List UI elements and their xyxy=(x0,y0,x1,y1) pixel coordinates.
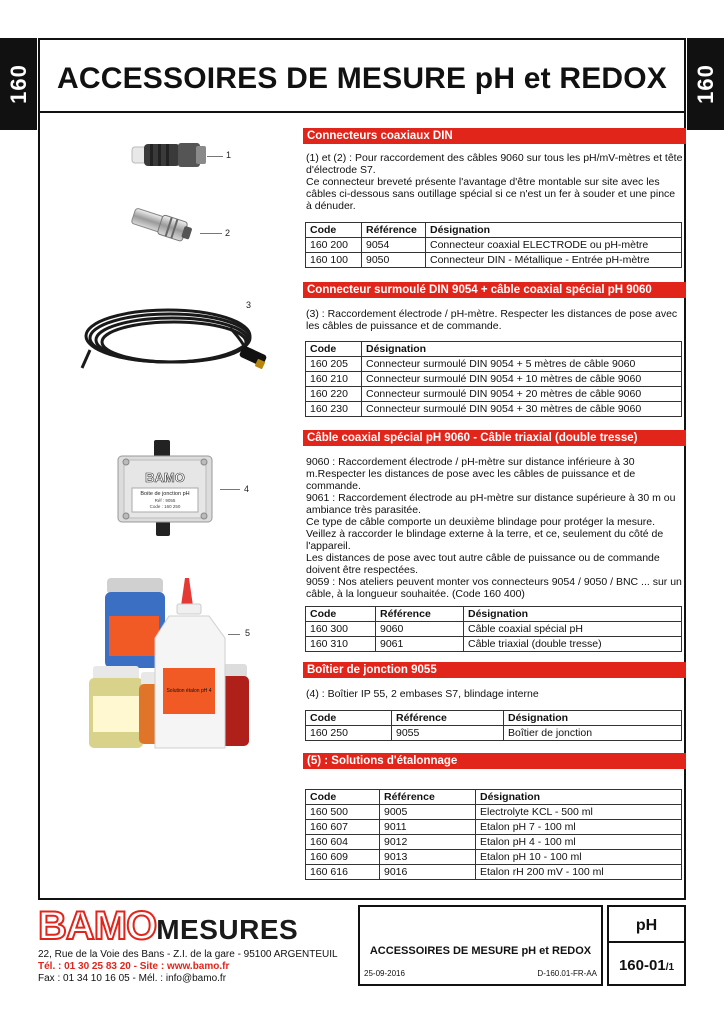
bottle-label-text: Solution étalon pH 4 xyxy=(166,688,212,694)
table-cell: 160 609 xyxy=(306,850,380,865)
leader-line xyxy=(220,489,240,490)
table-row xyxy=(306,790,682,805)
box-divider xyxy=(609,941,684,943)
table-cell: Etalon pH 7 - 100 ml xyxy=(476,820,682,835)
table-cell: 160 205 xyxy=(306,357,362,372)
paragraph: Ce connecteur breveté présente l'avantage d'être montable sur site avec les câbles ci-dessous sans outillage spécial si ce n'est un fer à souder et une pince à dénuder. xyxy=(306,176,676,212)
table-row xyxy=(306,820,682,835)
doc-info-box xyxy=(358,905,603,986)
table-row xyxy=(306,253,682,268)
table-header-cell: Code xyxy=(306,607,376,622)
table-cell: Electrolyte KCL - 500 ml xyxy=(476,805,682,820)
table-row xyxy=(306,865,682,880)
table-cell: 160 250 xyxy=(306,726,392,741)
table-cell: Connecteur surmoulé DIN 9054 + 10 mètres de câble 9060 xyxy=(362,372,682,387)
table-row xyxy=(306,357,682,372)
table-cell: Connecteur coaxial ELECTRODE ou pH-mètre xyxy=(426,238,682,253)
junction-box-code: Code : 160 250 xyxy=(149,504,181,509)
paragraph: (3) : Raccordement électrode / pH-mètre. Respecter les distances de pose avec les câbles de puissance et de commande. xyxy=(306,308,678,332)
table-cell: 9013 xyxy=(380,850,476,865)
table-cell: 160 310 xyxy=(306,637,376,652)
section-calibration-solutions xyxy=(303,753,686,880)
table-cell: 160 220 xyxy=(306,387,362,402)
table-cell: 160 210 xyxy=(306,372,362,387)
page-info-box xyxy=(607,905,686,986)
table-row xyxy=(306,850,682,865)
table-cell: 9055 xyxy=(392,726,504,741)
table-row xyxy=(306,637,682,652)
table-cell: 160 100 xyxy=(306,253,362,268)
table-row xyxy=(306,607,682,622)
section-heading: Connecteur surmoulé DIN 9054 + câble coaxial spécial pH 9060 xyxy=(303,282,686,298)
table-cell: 9011 xyxy=(380,820,476,835)
doc-reference: D-160.01-FR-AA xyxy=(537,969,597,978)
section-heading: Câble coaxial spécial pH 9060 - Câble triaxial (double tresse) xyxy=(303,430,686,446)
table-row xyxy=(306,238,682,253)
paragraph: (1) et (2) : Pour raccordement des câbles 9060 sur tous les pH/mV-mètres et tête d'électrode S7. xyxy=(306,152,683,176)
table-cell: 9012 xyxy=(380,835,476,850)
paragraph: 9061 : Raccordement électrode au pH-mètre sur distance supérieure à 30 m ou ambiance très parasitée. xyxy=(306,492,676,516)
table-cell: 160 604 xyxy=(306,835,380,850)
product-table xyxy=(305,341,682,417)
logo-brand: BAMO xyxy=(38,904,157,948)
table-row xyxy=(306,387,682,402)
title-divider xyxy=(38,111,686,113)
table-cell: Boîtier de jonction xyxy=(504,726,682,741)
table-header-cell: Désignation xyxy=(426,223,682,238)
table-cell: Connecteur surmoulé DIN 9054 + 20 mètres de câble 9060 xyxy=(362,387,682,402)
leader-line xyxy=(207,156,223,157)
paragraph: (4) : Boîtier IP 55, 2 embases S7, blindage interne xyxy=(306,688,539,700)
table-header-cell: Désignation xyxy=(464,607,682,622)
section-din-connectors xyxy=(303,128,686,268)
table-cell: Câble triaxial (double tresse) xyxy=(464,637,682,652)
section-text xyxy=(303,678,686,700)
table-header-cell: Désignation xyxy=(504,711,682,726)
figure-label: 5 xyxy=(245,628,251,638)
junction-box-ref: Réf : 9055 xyxy=(154,498,176,503)
table-header-cell: Code xyxy=(306,342,362,357)
table-row xyxy=(306,835,682,850)
table-cell: 160 500 xyxy=(306,805,380,820)
paragraph: 9059 : Nos ateliers peuvent monter vos connecteurs 9054 / 9050 / BNC ... sur un câble, à la longueur souhaitée. (Code 160 400) xyxy=(306,576,682,600)
table-cell: 160 616 xyxy=(306,865,380,880)
table-row xyxy=(306,342,682,357)
table-row xyxy=(306,402,682,417)
section-overmolded-connector xyxy=(303,282,686,417)
table-cell: 9061 xyxy=(376,637,464,652)
page-title: ACCESSOIRES DE MESURE pH et REDOX xyxy=(56,62,668,95)
page-number: 160-01/1 xyxy=(618,957,675,974)
product-table xyxy=(305,606,682,652)
table-row xyxy=(306,622,682,637)
table-header-cell: Code xyxy=(306,223,362,238)
table-cell: 9005 xyxy=(380,805,476,820)
table-cell: Etalon pH 10 - 100 ml xyxy=(476,850,682,865)
table-header-cell: Désignation xyxy=(362,342,682,357)
product-table xyxy=(305,222,682,268)
metal-connector-image xyxy=(128,205,198,245)
din-connector-image xyxy=(130,138,210,172)
company-logo xyxy=(38,906,298,946)
table-cell: 9060 xyxy=(376,622,464,637)
table-row xyxy=(306,726,682,741)
category-label: pH xyxy=(635,917,658,934)
table-cell: 160 200 xyxy=(306,238,362,253)
paragraph: Les distances de pose avec tout autre câble de puissance ou de commande doivent être respectées. xyxy=(306,552,660,576)
section-text xyxy=(303,298,686,332)
table-cell: Etalon pH 4 - 100 ml xyxy=(476,835,682,850)
figure-label: 1 xyxy=(226,150,232,160)
coiled-cable-image xyxy=(80,300,270,380)
doc-date: 25-09-2016 xyxy=(364,969,405,978)
section-heading: Connecteurs coaxiaux DIN xyxy=(303,128,686,144)
table-cell: 9050 xyxy=(362,253,426,268)
table-cell: 160 230 xyxy=(306,402,362,417)
leader-line xyxy=(228,634,240,635)
product-table xyxy=(305,710,682,741)
side-tab-right: 160 xyxy=(687,38,724,130)
table-header-cell: Désignation xyxy=(476,790,682,805)
table-header-cell: Référence xyxy=(362,223,426,238)
table-row xyxy=(306,223,682,238)
leader-line xyxy=(200,233,222,234)
table-header-cell: Référence xyxy=(376,607,464,622)
table-header-cell: Code xyxy=(306,790,380,805)
side-tab-left: 160 xyxy=(0,38,37,130)
table-cell: 160 300 xyxy=(306,622,376,637)
section-heading: Boîtier de jonction 9055 xyxy=(303,662,686,678)
table-cell: 9016 xyxy=(380,865,476,880)
paragraph: Ce type de câble comporte un deuxième blindage pour protéger la mesure. Veillez à raccorder le blindage externe à la terre, et ce, seulement du côté de l'appareil. xyxy=(306,516,664,552)
company-address: 22, Rue de la Voie des Bans - Z.I. de la gare - 95100 ARGENTEUIL xyxy=(38,949,338,960)
table-row xyxy=(306,711,682,726)
figure-label: 4 xyxy=(244,484,250,494)
table-cell: 9054 xyxy=(362,238,426,253)
logo-subtitle: MESURES xyxy=(156,914,299,945)
table-cell: Connecteur surmoulé DIN 9054 + 30 mètres de câble 9060 xyxy=(362,402,682,417)
junction-box-caption: Boite de jonction pH xyxy=(140,491,190,497)
table-row xyxy=(306,372,682,387)
junction-box-image xyxy=(110,438,220,538)
junction-box-brand: BAMO xyxy=(145,470,185,485)
table-header-cell: Référence xyxy=(392,711,504,726)
section-heading: (5) : Solutions d'étalonnage xyxy=(303,753,686,769)
company-fax: Fax : 01 34 10 16 05 - Mél. : info@bamo.fr xyxy=(38,973,227,984)
paragraph: 9060 : Raccordement électrode / pH-mètre sur distance inférieure à 30 m.Respecter les distances de pose avec les câbles de puissance et de commande. xyxy=(306,456,636,492)
section-junction-box xyxy=(303,662,686,741)
table-cell: Câble coaxial spécial pH xyxy=(464,622,682,637)
table-row xyxy=(306,805,682,820)
section-coaxial-cable xyxy=(303,430,686,652)
table-cell: Etalon rH 200 mV - 100 ml xyxy=(476,865,682,880)
table-cell: Connecteur DIN - Métallique - Entrée pH-mètre xyxy=(426,253,682,268)
company-phone: Tél. : 01 30 25 83 20 - Site : www.bamo.fr xyxy=(38,961,230,972)
table-header-cell: Référence xyxy=(380,790,476,805)
product-table xyxy=(305,789,682,880)
section-text xyxy=(303,144,686,212)
table-cell: 160 607 xyxy=(306,820,380,835)
section-text xyxy=(303,446,686,600)
doc-title: ACCESSOIRES DE MESURE pH et REDOX xyxy=(369,945,592,957)
table-header-cell: Code xyxy=(306,711,392,726)
figure-label: 2 xyxy=(225,228,231,238)
figure-label: 3 xyxy=(246,300,252,310)
calibration-solutions-image xyxy=(85,576,255,756)
table-cell: Connecteur surmoulé DIN 9054 + 5 mètres de câble 9060 xyxy=(362,357,682,372)
